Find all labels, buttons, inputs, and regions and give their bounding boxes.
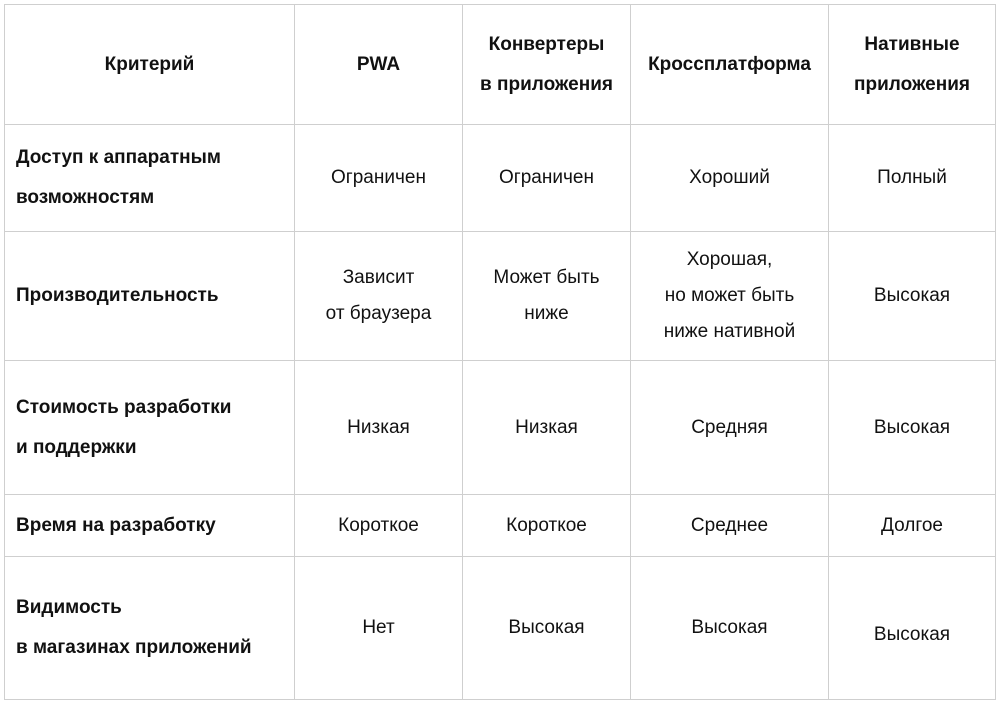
criterion-line-2: возможностям <box>16 187 155 208</box>
cell-text-line-1: Зависит <box>342 267 415 288</box>
header-native-line-1: Нативные <box>864 33 960 55</box>
cell-text: Короткое <box>506 514 587 536</box>
header-converters-line-1: Конвертеры <box>488 33 605 55</box>
criterion-line-1: Время на разработку <box>16 514 216 536</box>
cell-text-line-3: ниже нативной <box>663 321 796 342</box>
row-criterion <box>5 232 295 361</box>
cell-text-line-2: от браузера <box>325 303 432 324</box>
cell-pwa <box>295 557 463 700</box>
criterion-line-1: Доступ к аппаратным <box>16 147 221 168</box>
criterion-line-1: Видимость <box>16 597 122 618</box>
cell-native <box>829 495 996 557</box>
cell-converters <box>463 361 631 495</box>
cell-text: Высокая <box>873 624 951 645</box>
cell-pwa <box>295 495 463 557</box>
cell-text-line-1: Может быть <box>493 267 600 288</box>
header-native <box>829 5 996 125</box>
cell-converters <box>463 125 631 232</box>
table-row <box>5 361 996 495</box>
header-criterion-text: Критерий <box>104 53 195 75</box>
cell-text: Высокая <box>873 285 951 306</box>
cell-native <box>829 232 996 361</box>
cell-text: Высокая <box>691 617 768 638</box>
cell-native <box>829 361 996 495</box>
cell-crossplatform <box>631 232 829 361</box>
header-pwa <box>295 5 463 125</box>
cell-text: Долгое <box>881 514 943 536</box>
cell-converters <box>463 232 631 361</box>
cell-text-line-2: но может быть <box>664 285 795 306</box>
cell-converters <box>463 495 631 557</box>
row-criterion <box>5 361 295 495</box>
cell-pwa <box>295 125 463 232</box>
table-row <box>5 557 996 700</box>
header-converters <box>463 5 631 125</box>
row-criterion <box>5 557 295 700</box>
header-pwa-text: PWA <box>356 53 401 75</box>
comparison-table <box>4 4 996 700</box>
cell-text: Низкая <box>515 416 578 438</box>
cell-crossplatform <box>631 557 829 700</box>
cell-pwa <box>295 361 463 495</box>
header-row <box>5 5 996 125</box>
cell-text-line-2: ниже <box>524 303 569 324</box>
table-row <box>5 495 996 557</box>
header-native-line-2: приложения <box>854 73 970 95</box>
cell-text-line-1: Хорошая, <box>686 249 773 270</box>
cell-text: Высокая <box>508 617 585 638</box>
criterion-line-2: в магазинах приложений <box>16 637 252 658</box>
table-row <box>5 232 996 361</box>
cell-pwa <box>295 232 463 361</box>
cell-text: Полный <box>877 167 947 188</box>
cell-text: Низкая <box>347 416 410 438</box>
cell-text: Ограничен <box>331 167 426 188</box>
cell-text: Короткое <box>338 514 419 536</box>
cell-converters <box>463 557 631 700</box>
row-criterion <box>5 495 295 557</box>
header-converters-line-2: в приложения <box>480 73 613 95</box>
table-row <box>5 125 996 232</box>
cell-crossplatform <box>631 495 829 557</box>
cell-text: Среднее <box>690 514 769 536</box>
criterion-line-2: и поддержки <box>16 436 137 458</box>
cell-text: Ограничен <box>499 167 594 188</box>
row-criterion <box>5 125 295 232</box>
header-crossplatform <box>631 5 829 125</box>
cell-text: Высокая <box>873 416 951 438</box>
header-criterion <box>5 5 295 125</box>
header-crossplatform-text: Кроссплатформа <box>648 53 811 75</box>
cell-native <box>829 557 996 700</box>
cell-crossplatform <box>631 361 829 495</box>
cell-text: Средняя <box>691 416 768 438</box>
cell-text: Нет <box>362 617 395 638</box>
cell-native <box>829 125 996 232</box>
cell-text: Хороший <box>689 167 770 188</box>
criterion-line-1: Производительность <box>16 285 219 306</box>
cell-crossplatform <box>631 125 829 232</box>
criterion-line-1: Стоимость разработки <box>16 396 232 418</box>
